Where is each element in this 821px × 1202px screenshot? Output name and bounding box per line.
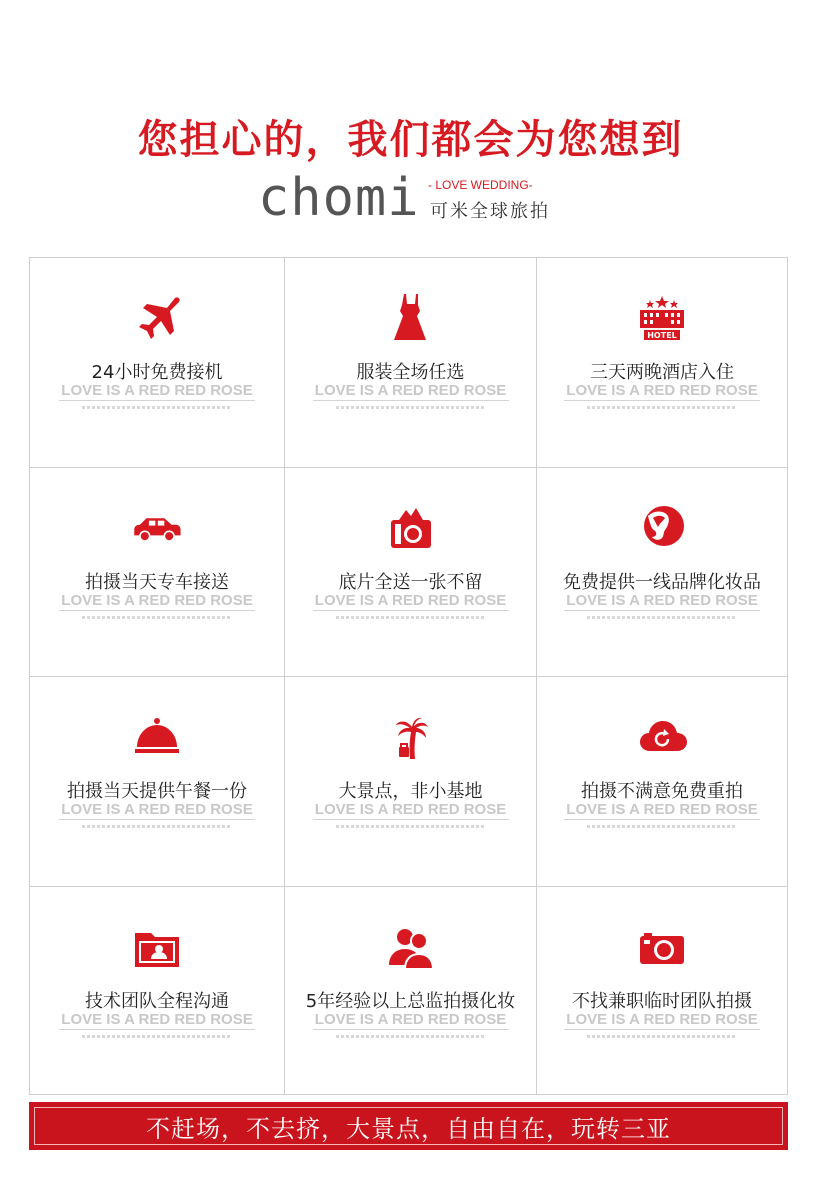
feature-slogan: LOVE IS A RED RED ROSE — [566, 801, 758, 818]
dress-icon — [383, 292, 439, 344]
feature-cell-hotel — [537, 258, 787, 468]
feature-slogan: LOVE IS A RED RED ROSE — [61, 801, 253, 818]
feature-cell-no-freelancers — [537, 887, 787, 1094]
fine-print-decoration — [587, 825, 737, 828]
feature-cell-director — [285, 887, 537, 1094]
divider — [59, 819, 255, 820]
feature-grid — [29, 257, 788, 1095]
feature-title: 大景点，非小基地 — [338, 781, 483, 802]
feature-slogan: LOVE IS A RED RED ROSE — [566, 592, 758, 609]
fine-print-decoration — [336, 616, 486, 619]
feature-title: 技术团队全程沟通 — [85, 991, 229, 1012]
car-icon — [129, 502, 185, 554]
divider — [564, 1029, 760, 1030]
fine-print-decoration — [336, 1035, 486, 1038]
feature-slogan: LOVE IS A RED RED ROSE — [314, 801, 507, 818]
airplane-icon — [129, 292, 185, 344]
feature-cell-wardrobe — [285, 258, 537, 468]
feature-slogan: LOVE IS A RED RED ROSE — [61, 592, 253, 609]
fine-print-decoration — [336, 406, 486, 409]
feature-cell-car — [30, 468, 285, 677]
feature-title: 5年经验以上总监拍摄化妆 — [305, 991, 516, 1012]
divider — [564, 400, 760, 401]
fine-print-decoration — [587, 1035, 737, 1038]
feature-title: 不找兼职临时团队拍摄 — [572, 991, 752, 1012]
fine-print-decoration — [82, 616, 232, 619]
cloud-refresh-icon — [634, 711, 690, 763]
feature-cell-lunch — [30, 677, 285, 887]
feature-cell-airport-pickup — [30, 258, 285, 468]
feature-title: 24小时免费接机 — [91, 362, 223, 383]
team-users-icon — [383, 921, 439, 973]
folder-user-icon — [129, 921, 185, 973]
woman-face-icon — [634, 502, 690, 554]
photo-camera-icon — [383, 502, 439, 554]
page-headline: 您担心的，我们都会为您想到 — [137, 117, 684, 163]
feature-slogan: LOVE IS A RED RED ROSE — [61, 1011, 253, 1028]
fine-print-decoration — [82, 1035, 232, 1038]
fine-print-decoration — [587, 406, 737, 409]
fine-print-decoration — [587, 616, 737, 619]
feature-slogan: LOVE IS A RED RED ROSE — [566, 1011, 758, 1028]
feature-title: 三天两晚酒店入住 — [590, 362, 734, 383]
feature-title: 服装全场任选 — [356, 362, 465, 383]
divider — [59, 610, 255, 611]
fine-print-decoration — [336, 825, 486, 828]
brand-logo — [258, 168, 578, 228]
fine-print-decoration — [82, 406, 232, 409]
hotel-icon — [634, 292, 690, 344]
divider — [313, 610, 509, 611]
camera-icon — [634, 921, 690, 973]
feature-cell-cosmetics — [537, 468, 787, 677]
food-cloche-icon — [129, 711, 185, 763]
feature-cell-tech-team — [30, 887, 285, 1094]
feature-title: 拍摄当天专车接送 — [85, 572, 229, 593]
logo-subtitle: 可米全球旅拍 — [430, 201, 550, 222]
feature-slogan: LOVE IS A RED RED ROSE — [566, 382, 758, 399]
fine-print-decoration — [82, 825, 232, 828]
footer-banner — [29, 1102, 788, 1150]
divider — [313, 400, 509, 401]
feature-cell-negatives — [285, 468, 537, 677]
divider — [564, 819, 760, 820]
feature-cell-reshoot — [537, 677, 787, 887]
divider — [313, 1029, 509, 1030]
svg-text:HOTEL: HOTEL — [647, 331, 677, 340]
feature-slogan: LOVE IS A RED RED ROSE — [314, 1011, 507, 1028]
feature-cell-scenic-spots — [285, 677, 537, 887]
feature-title: 拍摄当天提供午餐一份 — [67, 781, 247, 802]
palm-tree-icon — [383, 711, 439, 763]
feature-title: 底片全送一张不留 — [338, 572, 483, 593]
divider — [313, 819, 509, 820]
feature-slogan: LOVE IS A RED RED ROSE — [61, 382, 253, 399]
feature-title: 拍摄不满意免费重拍 — [581, 781, 743, 802]
feature-slogan: LOVE IS A RED RED ROSE — [314, 592, 507, 609]
logo-wordmark: chomi — [258, 168, 420, 228]
divider — [564, 610, 760, 611]
divider — [59, 400, 255, 401]
divider — [59, 1029, 255, 1030]
feature-title: 免费提供一线品牌化妆品 — [563, 572, 761, 593]
feature-slogan: LOVE IS A RED RED ROSE — [314, 382, 507, 399]
logo-tagline: - LOVE WEDDING- — [428, 178, 533, 192]
banner-text: 不赶场，不去挤，大景点，自由自在，玩转三亚 — [34, 1107, 783, 1145]
